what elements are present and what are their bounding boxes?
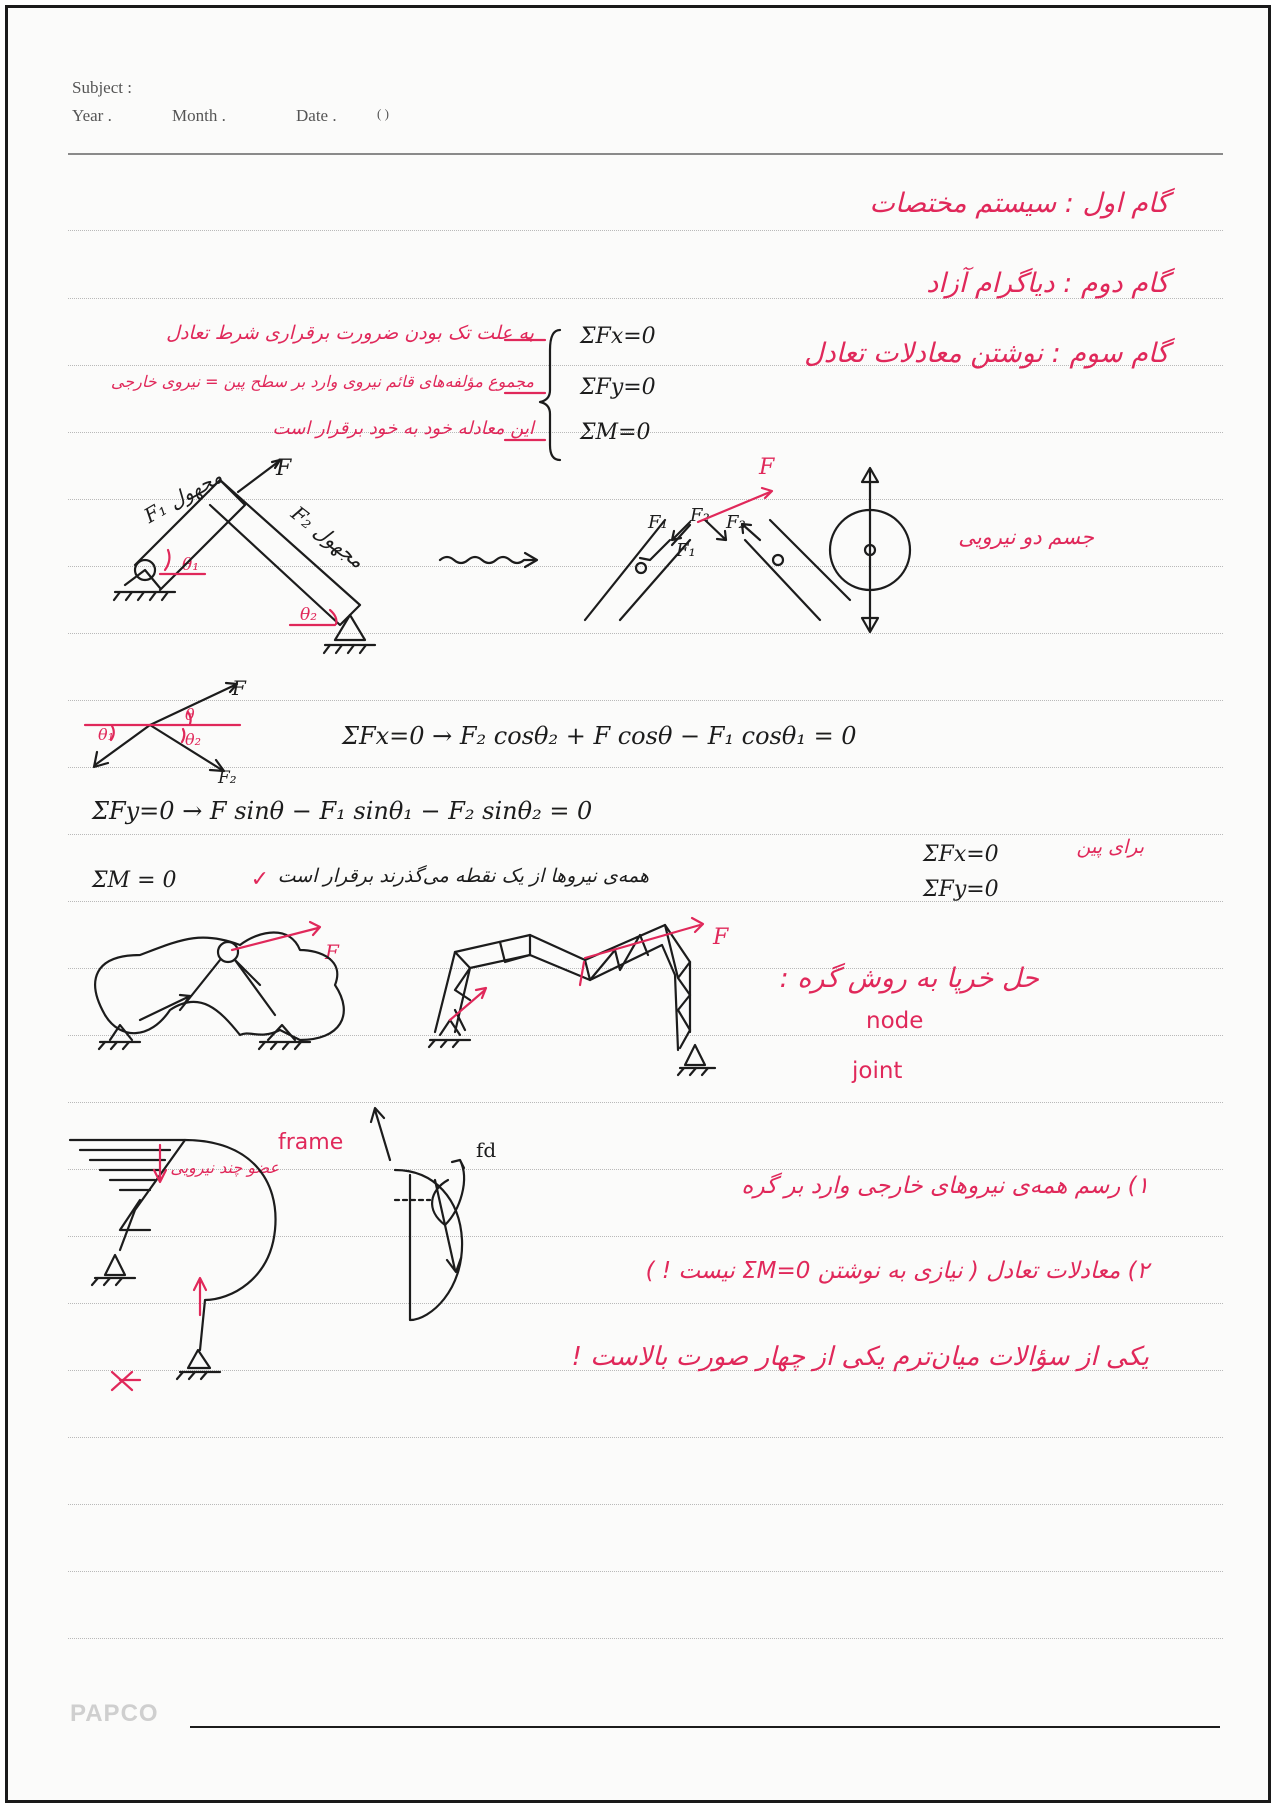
fbd-f2-label-top: F₂ <box>690 505 710 526</box>
joint-theta1-label: θ₁ <box>98 725 115 744</box>
rigid-body-frame <box>95 933 344 1050</box>
month-label: Month . <box>172 106 226 125</box>
note-2: ۲) معادلات تعادل ( نیازی به نوشتن ΣM=0 نیست ! ) <box>645 1258 1149 1284</box>
year-label: Year . <box>72 106 112 125</box>
curved-member <box>371 1108 464 1320</box>
note-1: ۱) رسم همه‌ی نیروهای خارجی وارد بر گره <box>741 1173 1149 1199</box>
theta2-label: θ₂ <box>300 605 318 625</box>
subject-label: Subject : <box>72 78 132 97</box>
eq-sum-m: ΣM=0 <box>580 420 651 445</box>
pin-sum-fx: ΣFx=0 <box>923 842 999 867</box>
fbd-f2-label: F₂ <box>726 512 746 533</box>
unknown-f2-label: F₂ مجهول <box>286 501 370 573</box>
joint-label: joint <box>852 1058 903 1084</box>
step3-text: گام سوم : نوشتن معادلات تعادل <box>804 338 1169 369</box>
multi-force-frame <box>70 1140 276 1379</box>
joint-theta2-label: θ₂ <box>185 730 202 749</box>
sum-m-note: همه‌ی نیروها از یک نقطه می‌گذرند برقرار است <box>277 865 649 887</box>
joint-theta-label: θ <box>185 705 195 724</box>
joint-f2-label: F₂ <box>218 768 237 788</box>
two-force-body-diagram <box>830 468 910 632</box>
joint-force-diagram <box>94 683 237 771</box>
multi-member-label: عضو چند نیرویی <box>170 1158 279 1177</box>
note-fy: مجموع مؤلفه‌های قائم نیروی وارد بر سطح پین = نیروی خارجی <box>110 372 534 391</box>
fbd-f-label: F <box>759 455 775 480</box>
sum-fy-equation: ΣFy=0 → F sinθ − F₁ sinθ₁ − F₂ sinθ₂ = 0 <box>92 797 593 825</box>
fd-label: fd <box>476 1138 497 1162</box>
sum-m-equation: ΣM = 0 <box>92 868 177 893</box>
note-m: این معادله خود به خود برقرار است <box>272 418 534 439</box>
frame-label: frame <box>278 1130 344 1155</box>
fbd-f1-label-top: F₁ <box>648 512 668 533</box>
fbd-f1-label: F₁ <box>676 540 696 561</box>
papco-logo: PAPCO <box>70 1700 159 1727</box>
eq-sum-fy: ΣFy=0 <box>580 375 656 400</box>
free-body-diagram <box>585 520 850 620</box>
frame-f-label: F <box>325 940 339 964</box>
date-parens: ( ) <box>377 106 389 121</box>
theta1-label: θ₁ <box>182 555 200 575</box>
note-3: یکی از سؤالات میان‌ترم یکی از چهار صورت بالاست ! <box>571 1342 1149 1372</box>
two-force-body-label: جسم دو نیرویی <box>958 525 1094 549</box>
step2-text: گام دوم : دیاگرام آزاد <box>926 268 1169 299</box>
node-label: node <box>866 1008 924 1034</box>
joint-f-label: F <box>232 676 246 700</box>
wavy-arrow <box>440 557 535 563</box>
truss-method-text: حل خرپا به روش گره : <box>779 963 1039 994</box>
truss-f-label: F <box>713 925 729 950</box>
step1-text: گام اول : سیستم مختصات <box>869 188 1169 219</box>
force-f-label: F <box>276 456 292 481</box>
pin-note: برای پین <box>1076 836 1144 858</box>
note-fx: به علت تک بودن ضرورت برقراری شرط تعادل <box>166 322 534 344</box>
unknown-f1-label: F₁ مجهول <box>139 464 227 528</box>
pin-sum-fy: ΣFy=0 <box>923 877 999 902</box>
date-label: Date . <box>296 106 337 125</box>
check-mark-icon: ✓ <box>250 867 269 892</box>
eq-sum-fx: ΣFx=0 <box>580 324 656 349</box>
sum-fx-equation: ΣFx=0 → F₂ cosθ₂ + F cosθ − F₁ cosθ₁ = 0 <box>342 722 857 750</box>
